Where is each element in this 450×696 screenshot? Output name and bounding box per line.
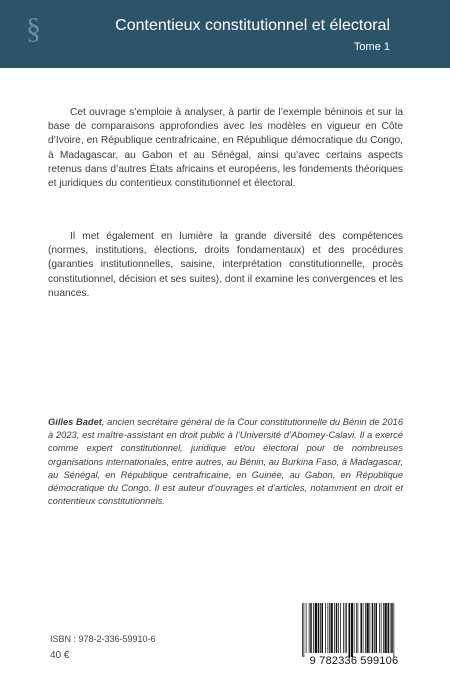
author-bio-text: , ancien secrétaire général de la Cour constitutionnelle du Bénin de 2016 à 2023, est maître-assistant en droit public à l’Université d’Abomey-Calavi. Il a exercé comme expert constitutionnel, juridique et/ou électoral pour de nombreuses organisations internationales, entre autres, au Bénin, au Burkina Faso, à Madagascar, au Sénégal, en République centrafricaine, en Guinée, au Gabon, en République démocratique du Congo. Il est auteur d’ouvrages et d’articles, notamment en droit et contentieux constitutionnels. — [48, 417, 403, 507]
barcode-graphic — [298, 601, 410, 657]
barcode-bar — [302, 603, 303, 657]
barcode-bar — [374, 603, 375, 653]
barcode-bar — [343, 603, 344, 653]
barcode-bar — [340, 603, 341, 653]
barcode-bar — [338, 603, 339, 653]
series-title: Contentieux constitutionnel et électoral — [115, 17, 390, 34]
barcode-bar — [376, 603, 378, 653]
barcode-bar — [315, 603, 317, 653]
barcode-bar — [394, 603, 395, 657]
summary-paragraph-2: Il met également en lumière la grande diversité des compétences (normes, institutions, élections, droits fondamentaux) et des procédures (garanties institutionnelles, saisine, interprétation constitutionnelle, procès constitutionnel, décision et ses suites), dont il examine les convergences et les nuances. — [48, 231, 403, 299]
barcode-bar — [313, 603, 314, 653]
cover-header-band — [0, 0, 450, 68]
barcode-bar — [336, 603, 338, 653]
summary-paragraph-1: Cet ouvrage s’emploie à analyser, à partir de l’exemple béninois et sur la base de comparaisons approfondies avec les modèles en vigueur en Côte d’Ivoire, en République centrafricaine, en République démocratique du Congo, à Madagascar, au Gabon et au Sénégal, ainsi qu’avec certains aspects retenus dans d’autres États africains et européens, les fondements théoriques et juridiques du contentieux constitutionnel et électoral. — [48, 107, 403, 190]
barcode-bar — [322, 603, 324, 653]
barcode-bar — [388, 603, 390, 653]
price: 40 € — [50, 650, 70, 661]
author-bio — [48, 416, 403, 508]
barcode-bar — [381, 603, 382, 653]
barcode-bar — [334, 603, 335, 653]
section-mark-logo: § — [26, 12, 41, 45]
barcode-bar — [363, 603, 364, 653]
barcode-bar — [310, 603, 312, 653]
barcode-bar — [345, 603, 346, 653]
barcode-bar — [331, 603, 333, 653]
barcode-bar — [361, 603, 363, 653]
barcode-bar — [325, 603, 326, 653]
barcode-digits: 9 782336 599106 — [309, 655, 399, 667]
barcode-bar — [349, 603, 351, 657]
barcode-bar — [383, 603, 384, 653]
barcode-bar — [304, 603, 305, 657]
barcode-bar — [372, 603, 374, 653]
barcode-bar — [356, 603, 357, 653]
barcode-bar — [358, 603, 359, 653]
author-name: Gilles Badet — [48, 417, 102, 427]
isbn: ISBN : 978-2-336-59910-6 — [50, 634, 156, 644]
barcode-bar — [318, 603, 320, 653]
barcode-bar — [309, 603, 310, 653]
barcode-bar — [370, 603, 371, 653]
barcode-bar — [390, 603, 391, 653]
barcode-bar — [385, 603, 387, 653]
barcode-bar — [351, 603, 353, 657]
barcode-bar — [329, 603, 330, 653]
barcode-bar — [328, 603, 329, 653]
barcode-bar — [379, 603, 380, 653]
barcode-bar — [354, 603, 355, 653]
volume-label: Tome 1 — [353, 41, 390, 53]
barcode-bar — [346, 603, 347, 653]
barcode-bar — [306, 603, 307, 653]
barcode-bar — [391, 603, 393, 653]
barcode-bar — [320, 603, 321, 653]
barcode-bar — [365, 603, 366, 653]
barcode — [298, 601, 410, 657]
barcode-bar — [367, 603, 369, 653]
